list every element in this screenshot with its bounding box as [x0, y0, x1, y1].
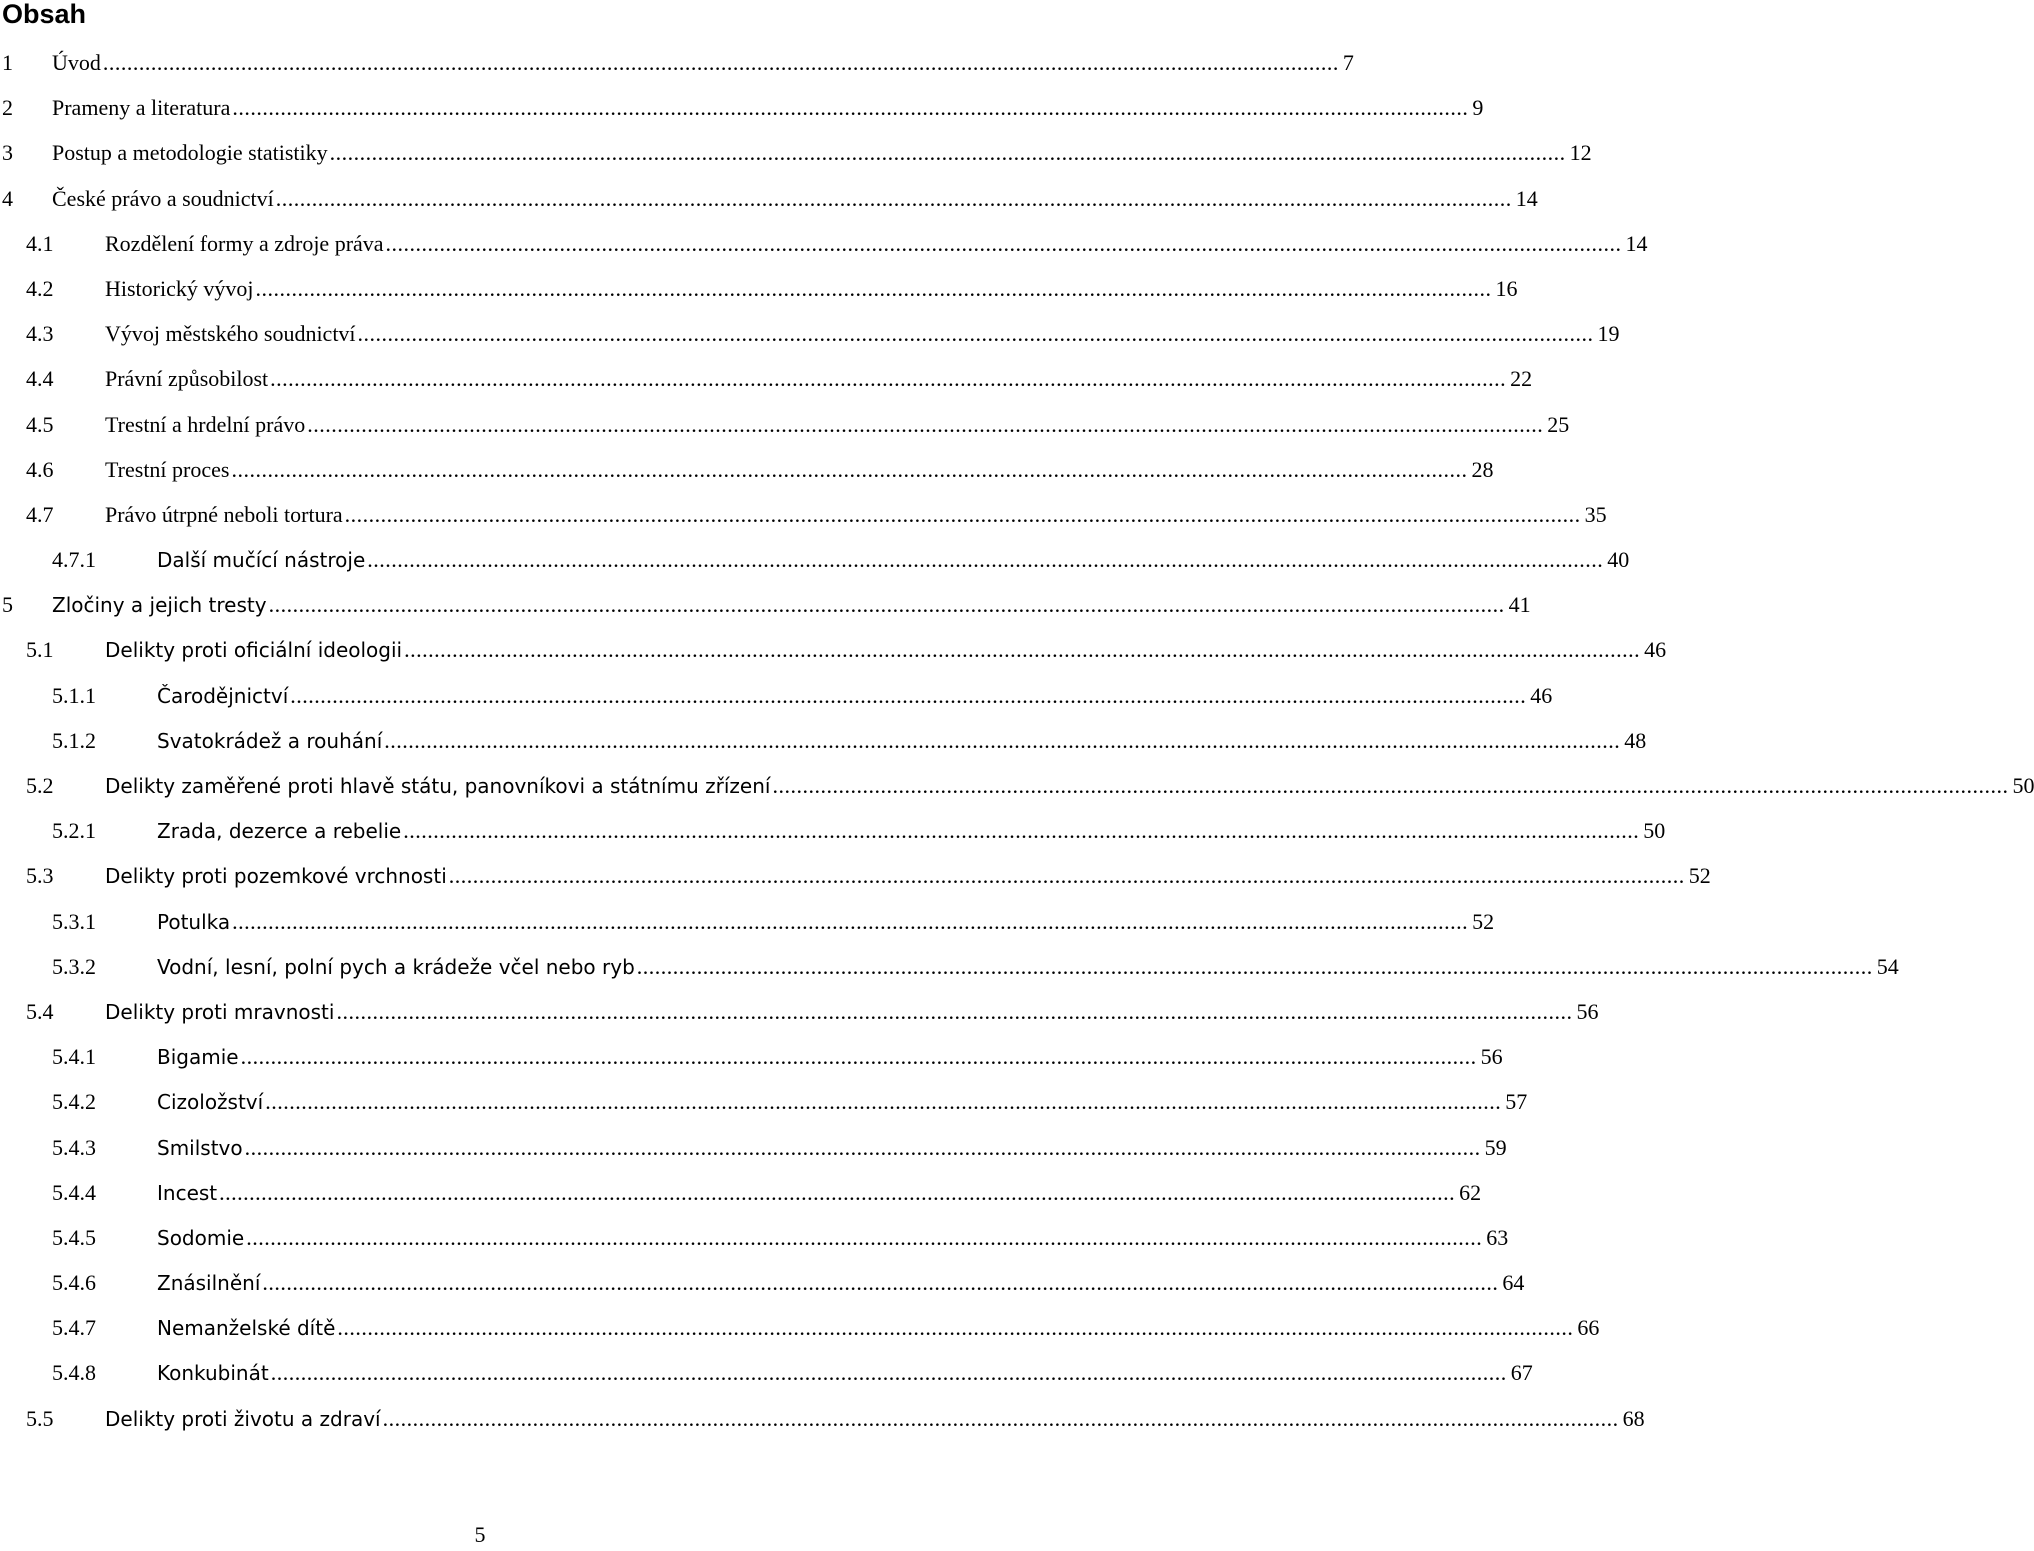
toc-entry-page: 40 [1607, 547, 1630, 573]
toc-entry-title: Konkubinát [157, 1361, 269, 1386]
toc-entry[interactable] [0, 989, 1599, 1034]
toc-entry[interactable] [0, 718, 1647, 763]
toc-entry-number: 4 [2, 185, 13, 211]
toc-entry[interactable] [0, 266, 1518, 311]
table-of-contents [0, 40, 2034, 1441]
toc-entry-number: 5 [2, 592, 13, 618]
toc-entry-page: 46 [1644, 637, 1667, 663]
toc-entry-number: 5.4.3 [52, 1134, 96, 1160]
toc-entry-number: 2 [2, 95, 13, 121]
toc-entry[interactable] [0, 1260, 1525, 1305]
toc-entry-number: 5.1.2 [52, 727, 96, 753]
toc-dot-leader: .............................................................................................................................................................................................................. [636, 953, 1873, 979]
toc-entry-line [157, 899, 1495, 945]
toc-entry-page: 59 [1484, 1134, 1507, 1160]
toc-entry-number: 5.3.1 [52, 908, 96, 934]
toc-entry-number: 5.1.1 [52, 682, 96, 708]
toc-entry-page: 50 [2012, 773, 2034, 798]
toc-entry-line [105, 447, 1494, 492]
toc-entry[interactable] [0, 130, 1592, 175]
toc-entry-title: Delikty zaměřené proti hlavě státu, panovníkovi a státnímu zřízení [105, 774, 771, 798]
toc-entry[interactable] [0, 1396, 1645, 1441]
toc-entry-number: 4.7 [26, 501, 54, 527]
toc-entry-line [52, 85, 1484, 130]
toc-entry-page: 35 [1584, 501, 1607, 527]
toc-dot-leader: .............................................................................................................................................................................................................. [336, 998, 1573, 1024]
toc-entry[interactable] [0, 1215, 1509, 1260]
toc-entry[interactable] [0, 1079, 1528, 1124]
toc-entry-line [157, 1305, 1600, 1351]
toc-entry[interactable] [0, 582, 1531, 627]
toc-entry[interactable] [0, 1305, 1600, 1350]
toc-entry[interactable] [0, 447, 1494, 492]
toc-entry-page: 50 [1643, 818, 1666, 844]
toc-entry-line [52, 40, 1354, 85]
toc-entry-line [105, 221, 1648, 266]
toc-entry[interactable] [0, 492, 1607, 537]
toc-entry[interactable] [0, 944, 1899, 989]
toc-entry-line [157, 1215, 1509, 1261]
toc-entry-title: Prameny a literatura [52, 95, 231, 121]
toc-entry-line [52, 582, 1531, 628]
toc-dot-leader: .............................................................................................................................................................................................................. [307, 411, 1544, 437]
toc-dot-leader: .............................................................................................................................................................................................................. [403, 818, 1640, 844]
toc-entry-title: Delikty proti pozemkové vrchnosti [105, 864, 447, 889]
toc-entry[interactable] [0, 311, 1620, 356]
toc-entry-title: Delikty proti životu a zdraví [105, 1406, 381, 1431]
toc-entry-line [157, 944, 1899, 990]
toc-entry-title: Rozdělení formy a zdroje práva [105, 230, 384, 256]
toc-entry[interactable] [0, 537, 1630, 582]
toc-entry-page: 52 [1472, 908, 1495, 934]
toc-entry-line [157, 808, 1666, 854]
toc-dot-leader: .............................................................................................................................................................................................................. [448, 863, 1685, 889]
toc-dot-leader: .............................................................................................................................................................................................................. [244, 1134, 1481, 1160]
toc-dot-leader: .............................................................................................................................................................................................................. [329, 140, 1566, 166]
toc-heading: Obsah [2, 0, 87, 29]
toc-entry-page: 19 [1597, 321, 1620, 347]
toc-entry-page: 66 [1577, 1315, 1600, 1341]
toc-entry-page: 64 [1502, 1270, 1525, 1296]
toc-entry-title: Čarodějnictví [157, 683, 289, 708]
toc-entry-number: 5.4.4 [52, 1179, 96, 1205]
toc-entry-page: 68 [1622, 1405, 1645, 1431]
toc-dot-leader: .............................................................................................................................................................................................................. [265, 1089, 1502, 1115]
toc-entry-title: Svatokrádež a rouhání [157, 728, 383, 753]
toc-entry-title: Právo útrpné neboli tortura [105, 501, 343, 527]
toc-entry-page: 52 [1688, 863, 1711, 889]
toc-dot-leader: .............................................................................................................................................................................................................. [268, 592, 1505, 618]
toc-dot-leader: .............................................................................................................................................................................................................. [219, 1179, 1456, 1205]
toc-dot-leader: .............................................................................................................................................................................................................. [262, 1270, 1499, 1296]
toc-entry-line [157, 537, 1630, 583]
toc-entry-line [157, 1034, 1503, 1080]
toc-entry-number: 5.1 [26, 637, 54, 663]
toc-entry-title: Zločiny a jejich tresty [52, 593, 267, 618]
toc-entry-number: 4.2 [26, 275, 54, 301]
toc-dot-leader: .............................................................................................................................................................................................................. [275, 185, 1512, 211]
toc-entry-number: 5.4.5 [52, 1224, 96, 1250]
toc-entry-page: 54 [1876, 953, 1899, 979]
toc-entry-title: Úvod [52, 50, 101, 75]
toc-dot-leader: .............................................................................................................................................................................................................. [270, 1360, 1507, 1386]
toc-entry-number: 5.4.1 [52, 1044, 96, 1070]
toc-dot-leader: .............................................................................................................................................................................................................. [240, 1044, 1477, 1070]
toc-entry-title: Zrada, dezerce a rebelie [157, 819, 402, 844]
toc-dot-leader: .............................................................................................................................................................................................................. [337, 1315, 1574, 1341]
toc-entry-line [105, 853, 1711, 899]
toc-entry-title: Sodomie [157, 1225, 245, 1250]
toc-dot-leader: .............................................................................................................................................................................................................. [232, 908, 1469, 934]
toc-entry-number: 4.4 [26, 366, 54, 392]
toc-entry-page: 41 [1508, 592, 1531, 618]
toc-entry[interactable] [0, 40, 1354, 85]
toc-entry-title: Cizoložství [157, 1090, 264, 1115]
toc-entry-line [105, 402, 1570, 447]
toc-entry-line [157, 1079, 1528, 1125]
toc-entry-line [105, 492, 1607, 537]
toc-entry[interactable] [0, 1125, 1507, 1170]
toc-entry-page: 12 [1569, 140, 1592, 166]
toc-entry-line [105, 356, 1533, 401]
toc-entry-page: 62 [1459, 1179, 1482, 1205]
toc-entry-page: 48 [1624, 727, 1647, 753]
page-number: 5 [474, 1522, 486, 1547]
toc-entry-title: Incest [157, 1180, 218, 1205]
toc-entry-page: 56 [1576, 998, 1599, 1024]
toc-entry-page: 28 [1471, 456, 1494, 482]
toc-entry-title: Trestní proces [105, 456, 230, 482]
toc-entry-line [157, 718, 1647, 764]
toc-entry[interactable] [0, 627, 1667, 672]
toc-entry-page: 56 [1480, 1044, 1503, 1070]
toc-entry[interactable] [0, 673, 1553, 718]
toc-dot-leader: .............................................................................................................................................................................................................. [270, 366, 1507, 392]
toc-entry-line [105, 627, 1667, 673]
toc-entry[interactable] [0, 176, 1538, 221]
toc-entry-page: 16 [1495, 275, 1518, 301]
toc-entry[interactable] [0, 1034, 1503, 1079]
toc-entry-title: Potulka [157, 909, 231, 934]
toc-dot-leader: .............................................................................................................................................................................................................. [404, 637, 1641, 663]
toc-entry-number: 4.7.1 [52, 547, 96, 573]
toc-entry[interactable] [0, 1170, 1482, 1215]
toc-entry-line [157, 673, 1553, 719]
toc-entry-title: Delikty proti mravnosti [105, 999, 335, 1024]
toc-entry-page: 9 [1472, 95, 1484, 121]
toc-entry-line [105, 763, 2034, 809]
toc-entry-title: Postup a metodologie statistiky [52, 140, 328, 166]
toc-entry-title: Historický vývoj [105, 275, 254, 301]
toc-entry-title: Vodní, lesní, polní pych a krádeže včel nebo ryb [157, 954, 635, 979]
toc-entry[interactable] [0, 853, 1711, 898]
toc-entry-title: Vývoj městského soudnictví [105, 321, 356, 347]
toc-entry-number: 5.2.1 [52, 818, 96, 844]
toc-entry-number: 5.3 [26, 863, 54, 889]
toc-dot-leader: .............................................................................................................................................................................................................. [231, 456, 1468, 482]
toc-entry-title: Právní způsobilost [105, 366, 269, 392]
toc-dot-leader: .............................................................................................................................................................................................................. [385, 230, 1622, 256]
toc-entry-line [52, 176, 1538, 221]
toc-entry-number: 4.6 [26, 456, 54, 482]
toc-dot-leader: .............................................................................................................................................................................................................. [772, 773, 2009, 798]
toc-entry-number: 5.4.2 [52, 1089, 96, 1115]
toc-entry-line [157, 1350, 1533, 1396]
toc-dot-leader: .............................................................................................................................................................................................................. [382, 1405, 1619, 1431]
toc-dot-leader: .............................................................................................................................................................................................................. [102, 50, 1339, 75]
toc-entry-number: 3 [2, 140, 13, 166]
toc-entry[interactable] [0, 221, 1648, 266]
toc-entry-number: 5.2 [26, 773, 54, 798]
toc-dot-leader: .............................................................................................................................................................................................................. [384, 727, 1621, 753]
toc-entry[interactable] [0, 85, 1484, 130]
toc-entry-page: 25 [1547, 411, 1570, 437]
toc-entry-line [157, 1125, 1507, 1171]
toc-entry-number: 5.4.8 [52, 1360, 96, 1386]
toc-entry-number: 5.3.2 [52, 953, 96, 979]
toc-entry-page: 67 [1510, 1360, 1533, 1386]
toc-entry-number: 5.4.7 [52, 1315, 96, 1341]
toc-entry-number: 4.3 [26, 321, 54, 347]
toc-dot-leader: .............................................................................................................................................................................................................. [344, 501, 1581, 527]
toc-entry-title: České právo a soudnictví [52, 185, 274, 211]
toc-entry-number: 4.1 [26, 230, 54, 256]
toc-entry-page: 57 [1505, 1089, 1528, 1115]
toc-entry-title: Trestní a hrdelní právo [105, 411, 306, 437]
toc-entry-title: Bigamie [157, 1045, 239, 1070]
toc-entry-number: 1 [2, 50, 13, 75]
toc-entry[interactable] [0, 356, 1533, 401]
toc-entry-number: 4.5 [26, 411, 54, 437]
toc-dot-leader: .............................................................................................................................................................................................................. [255, 275, 1492, 301]
toc-entry-page: 14 [1515, 185, 1538, 211]
toc-entry-page: 14 [1625, 230, 1648, 256]
toc-dot-leader: .............................................................................................................................................................................................................. [290, 682, 1527, 708]
toc-entry-line [105, 311, 1620, 356]
toc-entry-title: Další mučící nástroje [157, 548, 366, 573]
toc-entry-page: 22 [1510, 366, 1533, 392]
toc-entry-page: 7 [1342, 50, 1354, 75]
toc-entry-page: 63 [1486, 1224, 1509, 1250]
toc-entry[interactable] [0, 899, 1495, 944]
toc-entry-page: 46 [1530, 682, 1553, 708]
toc-entry[interactable] [0, 1350, 1533, 1395]
toc-entry-title: Znásilnění [157, 1271, 261, 1296]
toc-entry-number: 5.4.6 [52, 1270, 96, 1296]
toc-entry-line [105, 989, 1599, 1035]
toc-entry[interactable] [0, 402, 1570, 447]
toc-entry-number: 5.4 [26, 998, 54, 1024]
toc-entry-title: Delikty proti oficiální ideologii [105, 638, 403, 663]
toc-entry[interactable] [0, 763, 2034, 808]
toc-entry-title: Nemanželské dítě [157, 1316, 336, 1341]
toc-entry-line [157, 1170, 1482, 1216]
toc-dot-leader: .............................................................................................................................................................................................................. [246, 1224, 1483, 1250]
toc-dot-leader: .............................................................................................................................................................................................................. [357, 321, 1594, 347]
toc-entry-line [105, 1396, 1645, 1442]
toc-entry-line [105, 266, 1518, 311]
toc-dot-leader: .............................................................................................................................................................................................................. [232, 95, 1469, 121]
toc-entry-line [157, 1260, 1525, 1306]
toc-entry-line [52, 130, 1592, 175]
toc-entry-title: Smilstvo [157, 1135, 243, 1160]
toc-dot-leader: .............................................................................................................................................................................................................. [367, 547, 1604, 573]
toc-entry-number: 5.5 [26, 1405, 54, 1431]
toc-entry[interactable] [0, 808, 1666, 853]
